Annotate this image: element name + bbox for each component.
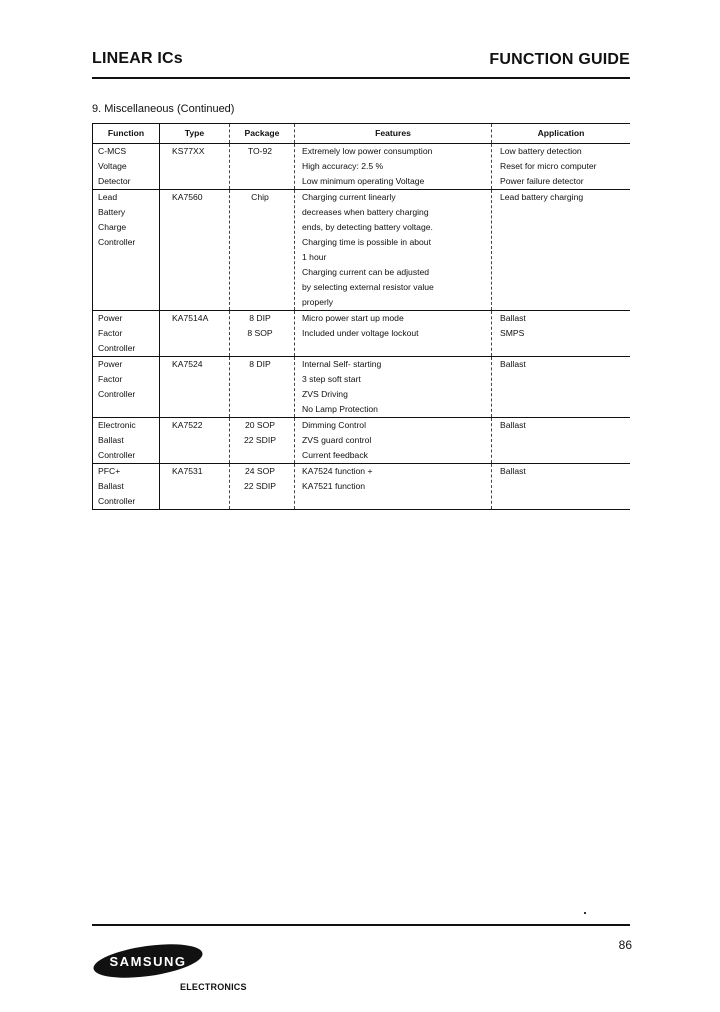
cell-function-line: Electronic [98, 420, 136, 430]
cell-features-line: Dimming Control [302, 420, 366, 430]
cell-application-line: Ballast [500, 359, 526, 369]
samsung-logo [92, 944, 204, 978]
header-title-right: FUNCTION GUIDE [489, 51, 630, 68]
cell-type [160, 464, 230, 510]
cell-function-line: Power [98, 313, 123, 323]
column-header-function: Function [93, 124, 160, 144]
cell-function-line: Factor [98, 328, 123, 338]
cell-function-line: Lead [98, 192, 118, 202]
header-title-left: LINEAR ICs [92, 50, 183, 67]
cell-type-line: KA7524 [172, 359, 203, 369]
cell-type [160, 144, 230, 190]
page-number: 86 [618, 938, 632, 952]
cell-features-line: ZVS Driving [302, 389, 348, 399]
cell-application [492, 418, 631, 464]
cell-function-line: Controller [98, 389, 136, 399]
cell-features-line: properly [302, 297, 334, 307]
cell-application-line: Lead battery charging [500, 192, 584, 202]
column-header-application: Application [492, 124, 631, 144]
cell-function-line: C-MCS [98, 146, 127, 156]
cell-function [93, 144, 160, 190]
cell-package-line: TO-92 [247, 146, 273, 156]
cell-features-line: Current feedback [302, 450, 368, 460]
cell-application-line: SMPS [500, 328, 525, 338]
cell-type [160, 190, 230, 311]
cell-features-line: KA7521 function [302, 481, 366, 491]
column-header-type: Type [160, 124, 230, 144]
cell-application-line: Ballast [500, 313, 526, 323]
cell-features-line: Extremely low power consumption [302, 146, 433, 156]
table-row [93, 311, 631, 357]
cell-features-line: 3 step soft start [302, 374, 361, 384]
cell-function-line: Ballast [98, 435, 124, 445]
cell-package-line: Chip [251, 192, 269, 202]
cell-function [93, 311, 160, 357]
cell-function [93, 418, 160, 464]
cell-features-line: Internal Self- starting [302, 359, 382, 369]
cell-features [295, 464, 492, 510]
cell-function-line: Voltage [98, 161, 127, 171]
cell-features [295, 357, 492, 418]
cell-features-line: by selecting external resistor value [302, 282, 434, 292]
cell-application [492, 190, 631, 311]
cell-function [93, 357, 160, 418]
cell-function-line: Battery [98, 207, 126, 217]
table-row [93, 418, 631, 464]
cell-features [295, 418, 492, 464]
cell-application [492, 357, 631, 418]
cell-package [230, 190, 295, 311]
cell-function-line: Charge [98, 222, 127, 232]
table-row [93, 190, 631, 311]
cell-application [492, 311, 631, 357]
cell-application-line: Ballast [500, 466, 526, 476]
cell-type-line: KS77XX [172, 146, 205, 156]
cell-function-line: PFC+ [98, 466, 121, 476]
cell-features-line: 1 hour [302, 252, 327, 262]
cell-function-line: Power [98, 359, 123, 369]
cell-type-line: KA7531 [172, 466, 203, 476]
cell-application [492, 464, 631, 510]
table-row [93, 357, 631, 418]
table-row [93, 464, 631, 510]
cell-function-line: Controller [98, 343, 136, 353]
cell-features-line: decreases when battery charging [302, 207, 429, 217]
cell-package-line: 8 DIP [249, 359, 271, 369]
cell-function [93, 190, 160, 311]
footer-mark [584, 912, 586, 914]
cell-application [492, 144, 631, 190]
cell-function-line: Controller [98, 496, 136, 506]
cell-features-line: Charging current can be adjusted [302, 267, 430, 277]
cell-package-line: 20 SOP [244, 420, 276, 430]
cell-features [295, 144, 492, 190]
cell-package [230, 357, 295, 418]
cell-features-line: No Lamp Protection [302, 404, 378, 414]
cell-package [230, 464, 295, 510]
cell-function-line: Detector [98, 176, 131, 186]
cell-type [160, 418, 230, 464]
column-header-package: Package [230, 124, 295, 144]
cell-package [230, 418, 295, 464]
cell-features [295, 190, 492, 311]
section-title: 9. Miscellaneous (Continued) [92, 103, 235, 115]
cell-package-line: 22 SDIP [243, 481, 276, 491]
cell-type [160, 357, 230, 418]
header-rule [92, 77, 630, 79]
cell-features-line: Charging time is possible in about [302, 237, 431, 247]
cell-function-line: Factor [98, 374, 123, 384]
function-guide-table [92, 123, 630, 510]
column-header-features: Features [295, 124, 492, 144]
cell-package-line: 22 SDIP [243, 435, 276, 445]
table-body [93, 144, 631, 510]
cell-features-line: Low minimum operating Voltage [302, 176, 425, 186]
cell-function-line: Controller [98, 450, 136, 460]
cell-features-line: Charging current linearly [302, 192, 396, 202]
footer-rule [92, 924, 630, 926]
cell-package-line: 8 SOP [247, 328, 273, 338]
logo-subtext: ELECTRONICS [180, 982, 247, 992]
cell-application-line: Low battery detection [500, 146, 582, 156]
cell-application-line: Reset for micro computer [500, 161, 597, 171]
cell-features-line: ends, by detecting battery voltage. [302, 222, 433, 232]
cell-package-line: 24 SOP [244, 466, 276, 476]
cell-function-line: Controller [98, 237, 136, 247]
logo-text: SAMSUNG [109, 954, 187, 969]
cell-features-line: ZVS guard control [302, 435, 372, 445]
cell-function-line: Ballast [98, 481, 124, 491]
cell-package [230, 144, 295, 190]
cell-features-line: Included under voltage lockout [302, 328, 419, 338]
cell-features-line: Micro power start up mode [302, 313, 404, 323]
cell-function [93, 464, 160, 510]
cell-package [230, 311, 295, 357]
cell-application-line: Ballast [500, 420, 526, 430]
cell-type-line: KA7560 [172, 192, 203, 202]
cell-type-line: KA7514A [172, 313, 209, 323]
cell-features [295, 311, 492, 357]
cell-features-line: KA7524 function + [302, 466, 373, 476]
cell-type-line: KA7522 [172, 420, 203, 430]
table-row [93, 144, 631, 190]
table-header-row [93, 124, 631, 144]
cell-type [160, 311, 230, 357]
cell-features-line: High accuracy: 2.5 % [302, 161, 384, 171]
cell-package-line: 8 DIP [249, 313, 271, 323]
cell-application-line: Power failure detector [500, 176, 584, 186]
